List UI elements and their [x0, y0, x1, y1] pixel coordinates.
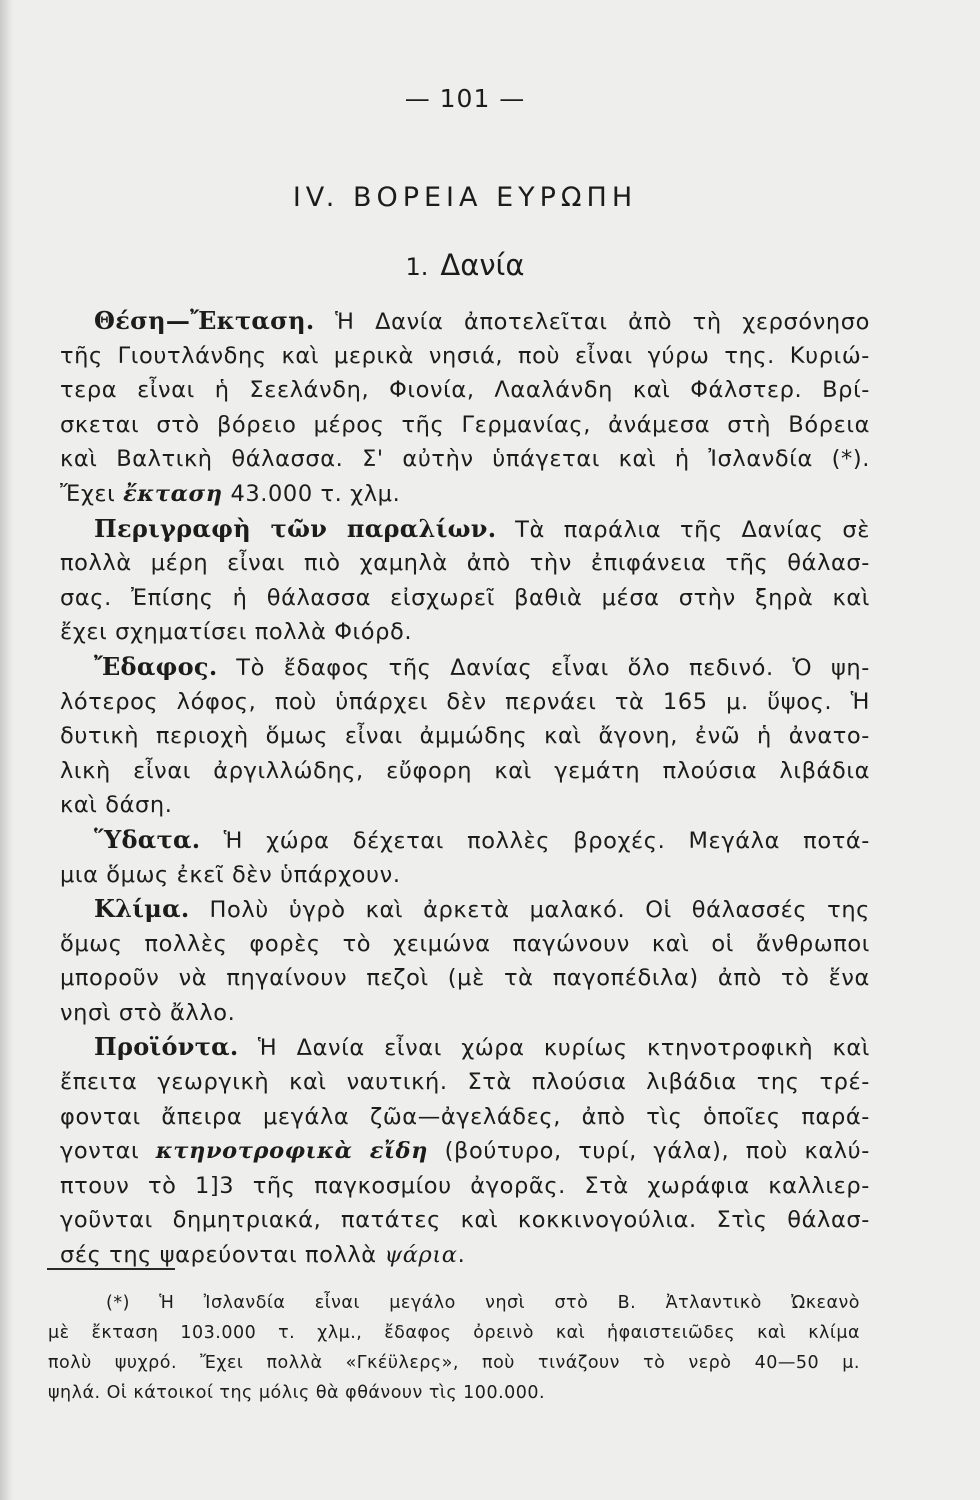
section-title [0, 248, 930, 282]
text-line: πτουν τὸ 1]3 τῆς παγκοσμίου ἀγορᾶς. Στὰ χωράφια καλλιερ- [60, 1172, 870, 1199]
text-line: Ὕδατα. Ἡ χώρα δέχεται πολλὲς βροχές. Μεγάλα ποτά- [94, 824, 870, 854]
chapter-title: IV. ΒΟΡΕΙΑ ΕΥΡΩΠΗ [292, 182, 638, 213]
text-line: καὶ Βαλτικὴ θάλασσα. Σ' αὐτὴν ὑπάγεται καὶ ἡ Ἰσλανδία (*). [60, 446, 870, 473]
text-line: λικὴ εἶναι ἀργιλλώδης, εὔφορη καὶ γεμάτη πλούσια λιβάδια [60, 757, 870, 784]
page-binding-edge [0, 0, 14, 1500]
text-line: ἔπειτα γεωργικὴ καὶ ναυτική. Στὰ πλούσια λιβάδια της τρέ- [60, 1069, 870, 1096]
text-line: σκεται στὸ βόρειο μέρος τῆς Γερμανίας, ἀνάμεσα στὴ Βόρεια [60, 411, 870, 438]
text-line: σας. Ἐπίσης ἡ θάλασσα εἰσχωρεῖ βαθιὰ μέσα στὴν ξηρὰ καὶ [60, 584, 870, 611]
text-line: Ἔχει ἔκταση 43.000 τ. χλμ. [60, 480, 401, 507]
text-line: λότερος λόφος, ποὺ ὑπάρχει δὲν περνάει τὰ 165 μ. ὕψος. Ἡ [60, 688, 870, 715]
text-line: πολλὰ μέρη εἶναι πιὸ χαμηλὰ ἀπὸ τὴν ἐπιφάνεια τῆς θάλασ- [60, 550, 870, 577]
page-number: — 101 — [404, 84, 526, 113]
text-line: Θέση—Ἔκταση. Ἡ Δανία ἀποτελεῖται ἀπὸ τὴ χερσόνησο [94, 306, 870, 335]
footnote-divider [47, 1268, 175, 1270]
text-line: Ἔδαφος. Τὸ ἔδαφος τῆς Δανίας εἶναι ὅλο πεδινό. Ὁ ψη- [94, 651, 870, 681]
text-line: τερα εἶναι ἡ Σεελάνδη, Φιονία, Λααλάνδη καὶ Φάλστερ. Βρί- [60, 377, 870, 404]
text-line: καὶ δάση. [60, 792, 173, 819]
footnote-line: ψηλά. Οἱ κάτοικοί της μόλις θὰ φθάνουν τὶς 100.000. [48, 1383, 546, 1403]
text-line: νησὶ στὸ ἄλλο. [60, 999, 236, 1026]
emphasis-ektasi: ἔκταση [123, 480, 223, 507]
emphasis-ktinotrofika: κτηνοτροφικὰ εἴδη [155, 1138, 429, 1165]
subheading-klima: Κλίμα. [94, 894, 190, 924]
text-line: σές της ψαρεύονται πολλὰ ψάρια. [60, 1242, 466, 1269]
text-line: μια ὅμως ἐκεῖ δὲν ὑπάρχουν. [60, 861, 401, 888]
text-line: μποροῦν νὰ πηγαίνουν πεζοὶ (μὲ τὰ παγοπέδιλα) ἀπὸ τὸ ἕνα [60, 965, 870, 992]
text-line: Περιγραφὴ τῶν παραλίων. Τὰ παράλια τῆς Δανίας σὲ [94, 513, 871, 543]
text-line: ὅμως πολλὲς φορὲς τὸ χειμώνα παγώνουν καὶ οἱ ἄνθρωποι [60, 930, 870, 957]
emphasis-psaria: ψάρια [384, 1242, 458, 1269]
text-line: Προϊόντα. Ἡ Δανία εἶναι χώρα κυρίως κτηνοτροφικὴ καὶ [94, 1032, 870, 1062]
subheading-proionta: Προϊόντα. [94, 1032, 239, 1062]
footnote-line: πολὺ ψυχρό. Ἔχει πολλὰ «Γκέϋλερς», ποὺ τινάζουν τὸ νερὸ 40—50 μ. [48, 1353, 860, 1373]
footnote [48, 1288, 860, 1408]
text-line: Κλίμα. Πολὺ ὑγρὸ καὶ ἀρκετὰ μαλακό. Οἱ θάλασσές της [94, 894, 870, 924]
subheading-edafos: Ἔδαφος. [94, 651, 218, 681]
subheading-perigrafi: Περιγραφὴ τῶν παραλίων. [94, 513, 497, 543]
text-line: γονται κτηνοτροφικὰ εἴδη (βούτυρο, τυρί, γάλα), ποὺ καλύ- [60, 1138, 871, 1165]
section-name: Δανία [440, 248, 525, 282]
footnote-line: μὲ ἔκταση 103.000 τ. χλμ., ἔδαφος ὀρεινὸ καὶ ἡφαιστειῶδες καὶ κλίμα [48, 1323, 860, 1343]
text-line: γοῦνται δημητριακά, πατάτες καὶ κοκκινογούλια. Στὶς θάλασ- [60, 1207, 870, 1234]
subheading-thesi-ektasi: Θέση—Ἔκταση. [94, 306, 315, 335]
text-line: δυτικὴ περιοχὴ ὅμως εἶναι ἀμμώδης καὶ ἄγονη, ἐνῶ ἡ ἀνατο- [60, 723, 870, 750]
section-number: 1. [405, 253, 429, 281]
text-line: τῆς Γιουτλάνδης καὶ μερικὰ νησιά, ποὺ εἶναι γύρω της. Κυριώ- [60, 342, 870, 369]
text-line: ἔχει σχηματίσει πολλὰ Φιόρδ. [60, 619, 413, 646]
footnote-line: (*) Ἡ Ἰσλανδία εἶναι μεγάλο νησὶ στὸ Β. Ἀτλαντικὸ Ὠκεανὸ [106, 1293, 860, 1313]
subheading-ydata: Ὕδατα. [94, 824, 201, 854]
body-text [60, 304, 870, 1273]
text-line: φονται ἄπειρα μεγάλα ζῶα—ἀγελάδες, ἀπὸ τὶς ὁποῖες παρά- [60, 1103, 870, 1130]
